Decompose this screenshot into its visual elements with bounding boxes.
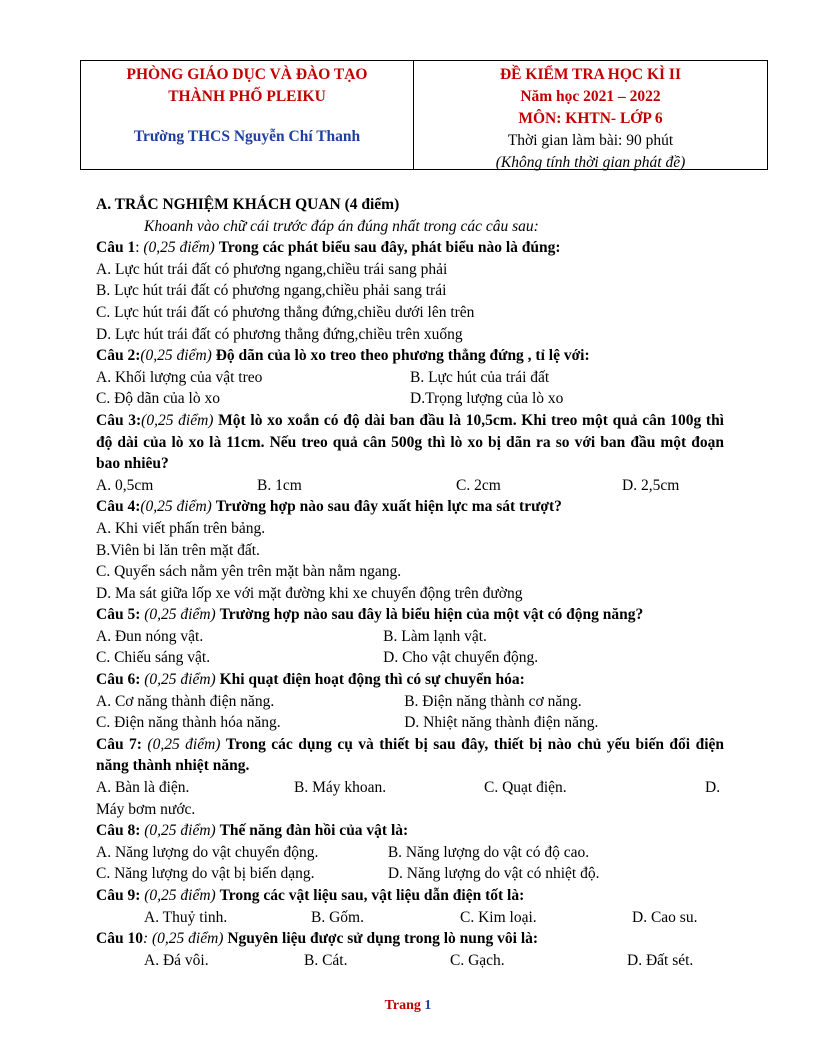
question-text: Trong các vật liệu sau, vật liệu dẫn điện tốt là:: [219, 887, 525, 904]
question-text: Độ dãn của lò xo treo theo phương thẳng đứng , tỉ lệ với:: [215, 347, 590, 365]
question-text: Trường hợp nào sau đây là biểu hiện của một vật có động năng?: [219, 606, 644, 624]
question-text: Trường hợp nào sau đây xuất hiện lực ma sát trượt?: [215, 498, 562, 516]
school-year: Năm học 2021 – 2022: [520, 88, 661, 105]
question-label: Câu 4: [96, 498, 136, 516]
question-label: Câu 7:: [96, 735, 142, 753]
answer-option[interactable]: C. Độ dãn của lò xo: [96, 390, 220, 408]
question-label: Câu 9:: [96, 887, 141, 904]
answer-option[interactable]: B.Viên bi lăn trên mặt đất.: [96, 541, 260, 559]
dept-line-1: PHÒNG GIÁO DỤC VÀ ĐÀO TẠO: [126, 66, 368, 83]
question-label: Câu 2: [96, 347, 136, 365]
answer-option[interactable]: B. Năng lượng do vật có độ cao.: [387, 843, 590, 861]
answer-option[interactable]: A. Khối lượng của vật treo: [96, 368, 263, 386]
options-row: [96, 388, 724, 410]
options-row: [96, 950, 724, 972]
question-score: (0,25 điểm): [144, 822, 216, 840]
answer-option[interactable]: D. Lực hút trái đất có phương thẳng đứng,chiều trên xuống: [96, 325, 463, 343]
answer-option[interactable]: B. Gốm.: [311, 908, 364, 926]
question-score: (0,25 điểm): [143, 239, 215, 257]
question-text: Trong các dụng cụ và thiết bị sau đây, thiết bị nào chủ yếu biến đổi điện năng thành nhiệt năng.: [96, 735, 725, 775]
question-score: (0,25 điểm): [140, 347, 212, 365]
answer-option[interactable]: D. Năng lượng do vật có nhiệt độ.: [387, 865, 600, 883]
answer-option[interactable]: B. Lực hút trái đất có phương ngang,chiều phải sang trái: [96, 282, 447, 300]
answer-option[interactable]: C. Quyển sách nằm yên trên mặt bàn nằm ngang.: [96, 563, 402, 581]
options-row: [96, 626, 724, 648]
question-score: (0,25 điểm): [147, 735, 221, 753]
time-limit: Thời gian làm bài: 90 phút: [507, 132, 674, 149]
answer-option[interactable]: C. Chiếu sáng vật.: [96, 649, 211, 667]
exam-title: ĐỀ KIỂM TRA HỌC KÌ II: [499, 66, 681, 83]
header-right-cell: [414, 61, 767, 169]
question-1: [96, 237, 724, 259]
answer-option[interactable]: B. 1cm: [257, 476, 302, 494]
question-sep: :: [135, 239, 144, 257]
options-row: [96, 842, 724, 864]
answer-option[interactable]: D.: [705, 779, 721, 797]
question-score: (0,25 điểm): [152, 930, 224, 948]
options-row: [96, 691, 724, 713]
question-sep: :: [135, 347, 141, 365]
question-10: [96, 928, 724, 950]
question-6: [96, 669, 724, 691]
answer-option[interactable]: A. Bàn là điện.: [96, 779, 190, 797]
exam-content: [96, 194, 724, 971]
page-label: Trang: [384, 998, 421, 1013]
answer-option[interactable]: B. Lực hút của trái đất: [410, 368, 550, 386]
answer-option[interactable]: A. Khi viết phấn trên bảng.: [96, 519, 266, 537]
answer-option[interactable]: D. Cao su.: [632, 908, 698, 926]
question-text: Trong các phát biểu sau đây, phát biểu nào là đúng:: [218, 239, 561, 257]
options-row: [96, 712, 724, 734]
question-label: Câu 1: [96, 239, 136, 257]
options-row: [96, 863, 724, 885]
question-score: (0,25 điểm): [140, 498, 212, 516]
question-sep: :: [142, 930, 152, 948]
dept-line-2: THÀNH PHỐ PLEIKU: [168, 88, 326, 105]
options-row: [96, 475, 724, 497]
question-3: [96, 410, 724, 475]
answer-option[interactable]: A. 0,5cm: [96, 476, 154, 494]
answer-option[interactable]: D. 2,5cm: [622, 476, 680, 494]
question-text: Nguyên liệu được sử dụng trong lò nung vôi là:: [227, 930, 539, 948]
time-note: (Không tính thời gian phát đề): [495, 154, 686, 171]
answer-option[interactable]: C. Quạt điện.: [484, 779, 567, 797]
answer-option[interactable]: B. Điện năng thành cơ năng.: [404, 692, 582, 710]
answer-option[interactable]: D. Đất sét.: [627, 951, 694, 969]
answer-option[interactable]: C. Lực hút trái đất có phương thẳng đứng,chiều dưới lên trên: [96, 303, 475, 321]
answer-option[interactable]: A. Đun nóng vật.: [96, 627, 204, 645]
options-row: [96, 907, 724, 929]
answer-option[interactable]: C. Điện năng thành hóa năng.: [96, 714, 281, 732]
question-sep: :: [135, 498, 141, 516]
answer-option[interactable]: B. Cát.: [304, 951, 348, 969]
answer-option[interactable]: A. Thuỷ tinh.: [144, 908, 228, 926]
answer-option[interactable]: D. Cho vật chuyển động.: [383, 649, 539, 667]
options-row: [96, 647, 724, 669]
question-2: [96, 345, 724, 367]
options-row: [96, 777, 724, 799]
question-score: (0,25 điểm): [144, 606, 216, 624]
question-label: Câu 10: [96, 930, 143, 948]
question-score: (0,25 điểm): [144, 887, 216, 904]
question-score: (0,25 điểm): [144, 671, 216, 689]
answer-option[interactable]: D. Nhiệt năng thành điện năng.: [404, 714, 599, 732]
question-text: Khi quạt điện hoạt động thì có sự chuyển hóa:: [219, 671, 525, 689]
answer-option[interactable]: B. Máy khoan.: [294, 779, 387, 797]
answer-option[interactable]: D.Trọng lượng của lò xo: [410, 390, 564, 408]
question-label: Câu 3:: [96, 411, 142, 429]
answer-option[interactable]: D. Ma sát giữa lốp xe với mặt đường khi xe chuyển động trên đường: [96, 584, 523, 602]
school-name: Trường THCS Nguyễn Chí Thanh: [133, 128, 361, 145]
answer-option[interactable]: B. Làm lạnh vật.: [383, 627, 487, 645]
question-4: [96, 496, 724, 518]
answer-option[interactable]: A. Lực hút trái đất có phương ngang,chiều trái sang phải: [96, 260, 448, 278]
answer-option[interactable]: C. Năng lượng do vật bị biến dạng.: [96, 865, 315, 883]
answer-option[interactable]: A. Đá vôi.: [144, 951, 209, 969]
options-row: [96, 367, 724, 389]
question-label: Câu 8:: [96, 822, 141, 840]
exam-header-table: [80, 60, 768, 170]
answer-option-continued[interactable]: Máy bơm nước.: [96, 800, 196, 818]
section-title: A. TRẮC NGHIỆM KHÁCH QUAN (4 điểm): [96, 196, 400, 213]
question-8: [96, 820, 724, 842]
question-label: Câu 5:: [96, 606, 141, 624]
page-number: 1: [424, 998, 432, 1013]
answer-option[interactable]: C. 2cm: [456, 476, 501, 494]
question-9: [96, 885, 724, 907]
question-score: (0,25 điểm): [141, 411, 214, 429]
answer-option[interactable]: A. Năng lượng do vật chuyển động.: [96, 843, 319, 861]
question-text: Thế năng đàn hồi của vật là:: [219, 822, 409, 840]
question-text: Một lò xo xoắn có độ dài ban đầu là 10,5cm. Khi treo một quả cân 100g thì độ dài của lò xo là 11cm. Nếu treo quả cân 500g thì lò xo bị dãn ra so với ban đầu một đoạn bao nhiêu?: [96, 411, 724, 473]
section-instruction: Khoanh vào chữ cái trước đáp án đúng nhất trong các câu sau:: [144, 217, 539, 235]
answer-option[interactable]: A. Cơ năng thành điện năng.: [96, 692, 275, 710]
answer-option[interactable]: C. Kim loại.: [460, 908, 537, 926]
question-7: [96, 734, 724, 777]
answer-option[interactable]: C. Gạch.: [450, 951, 505, 969]
header-left-cell: [81, 61, 414, 169]
question-5: [96, 604, 724, 626]
page-footer: [0, 998, 816, 1014]
question-label: Câu 6:: [96, 671, 141, 689]
subject-line: MÔN: KHTN- LỚP 6: [518, 110, 663, 127]
